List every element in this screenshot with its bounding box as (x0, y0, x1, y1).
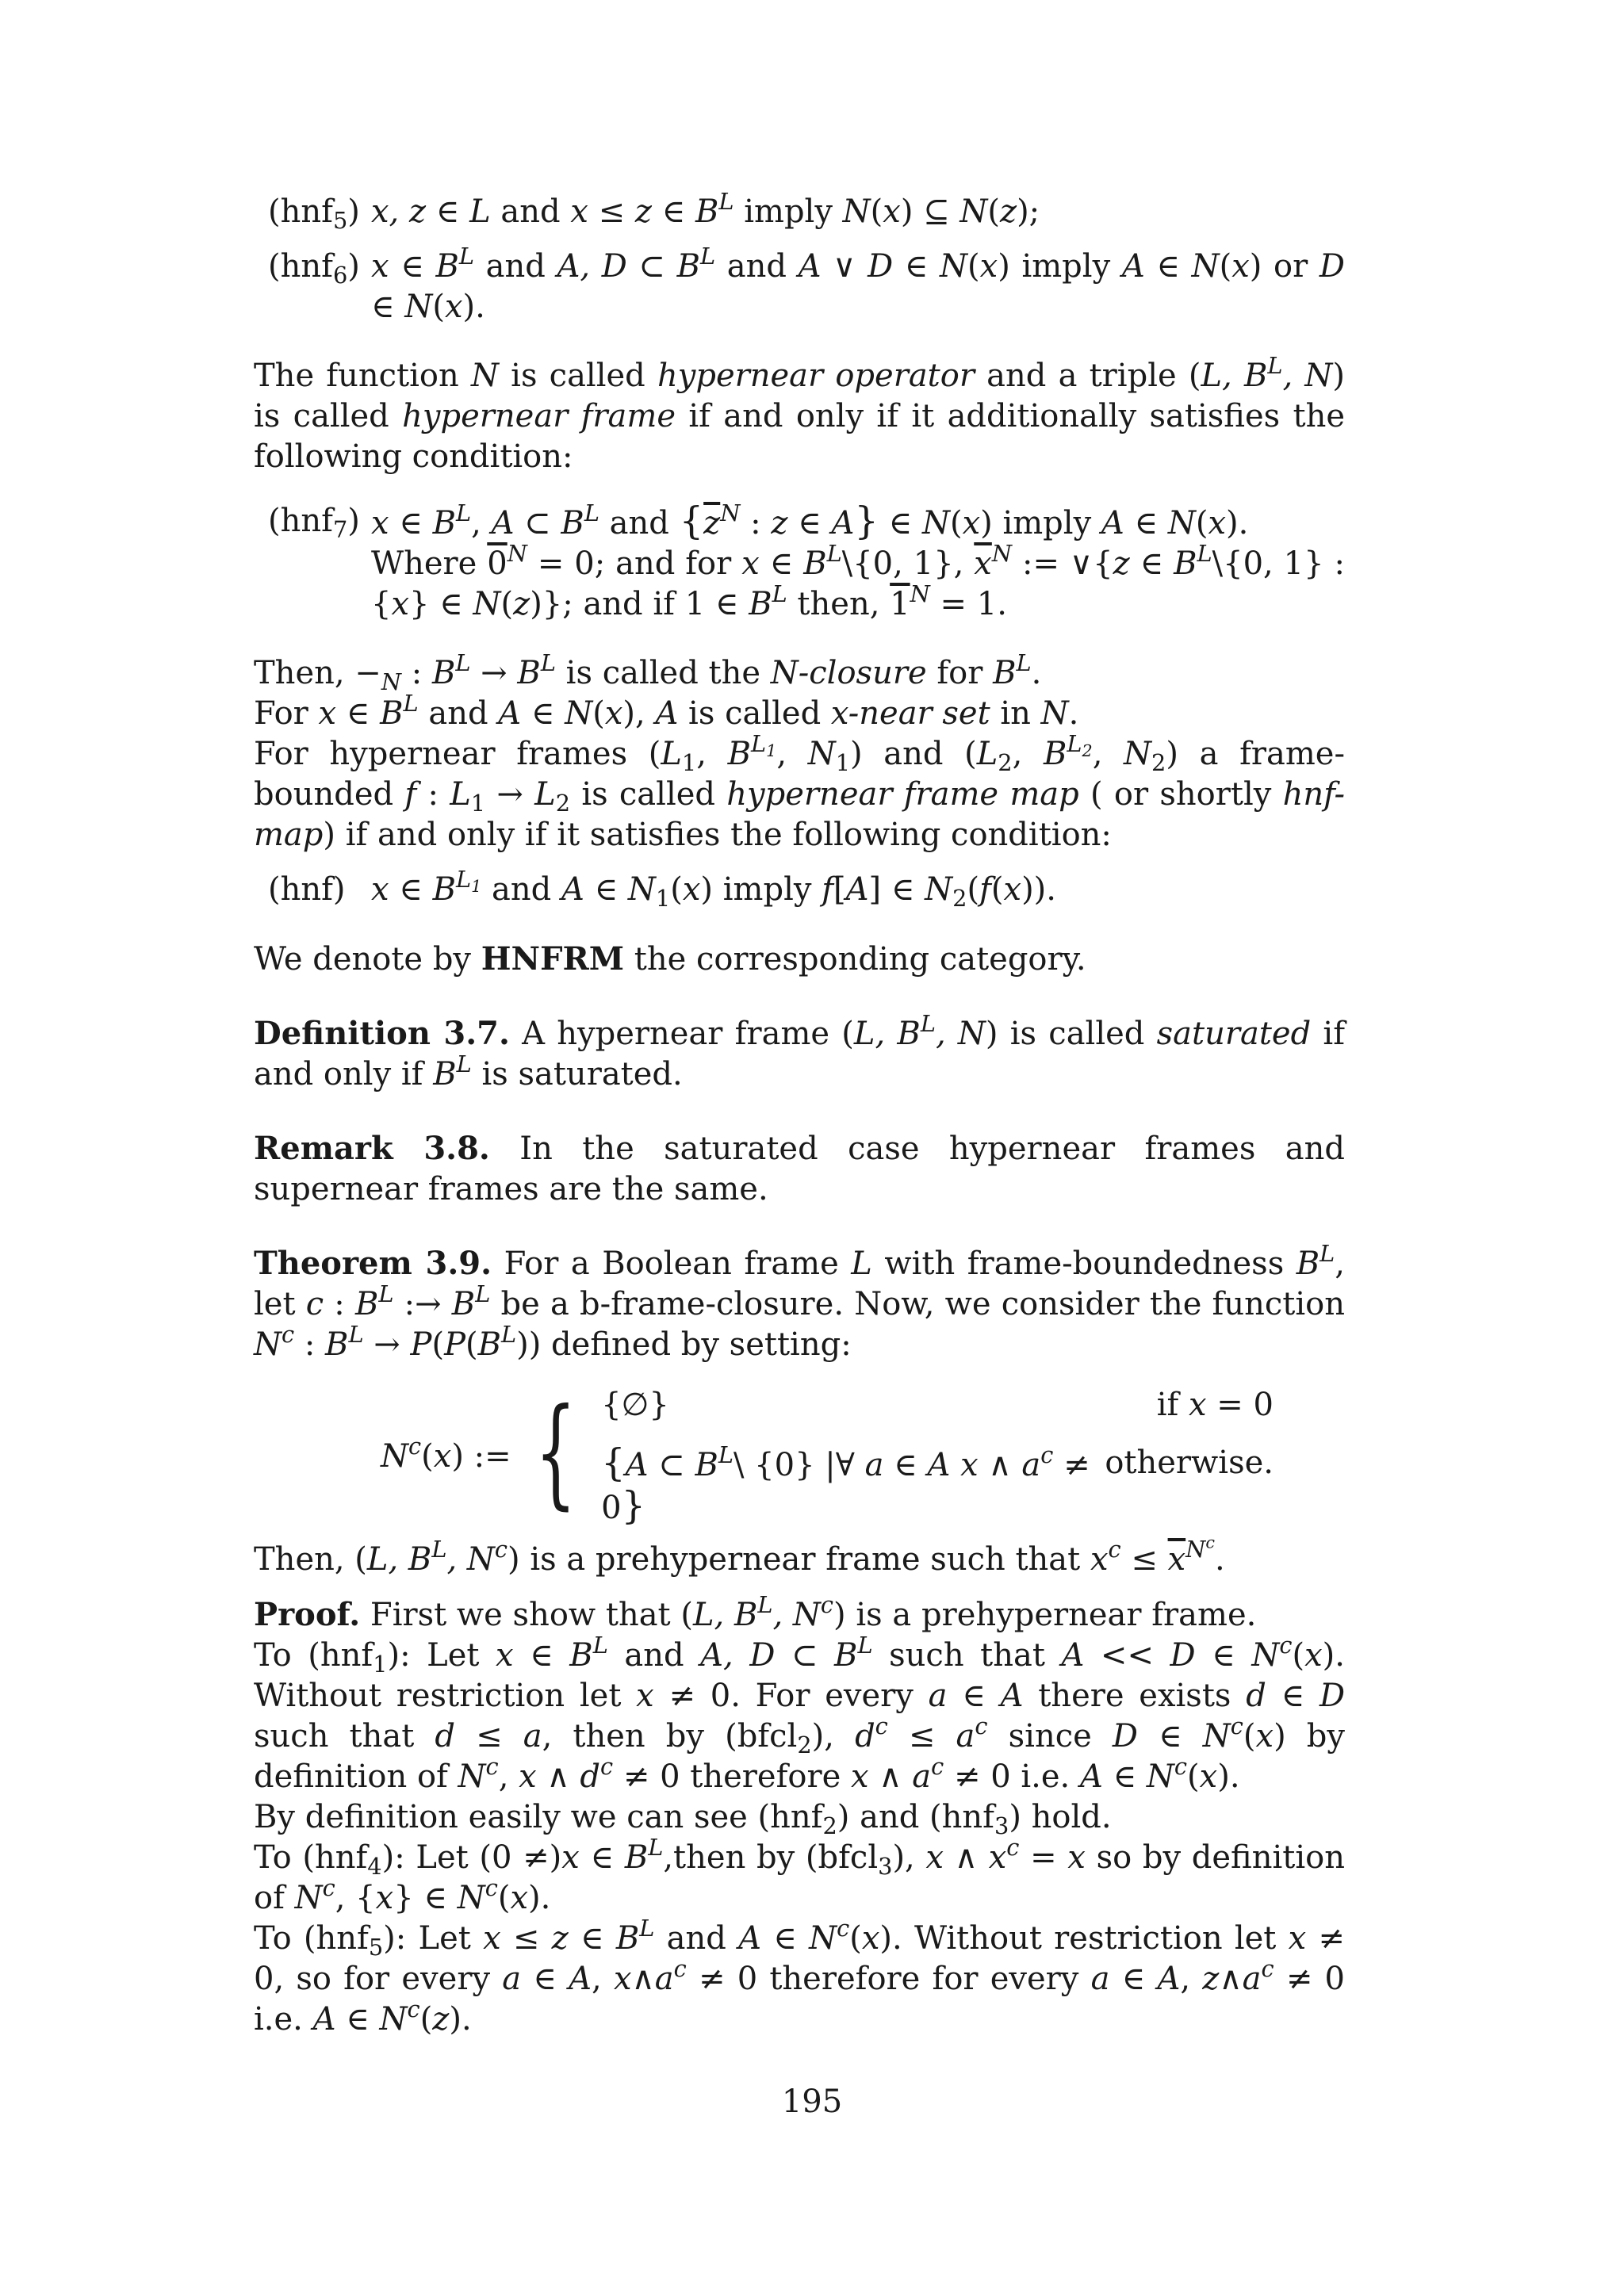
item-hnf7-text: x ∈ $B^L$, A ⊂ $B^L$ and {$\overline{z}^N$ : z ∈ A} ∈ N(x) imply A ∈ N(x). Where $0^N = 0$; and for x ∈ $B^L\backslash\{0$, 1}, $\overline{x}^N$ := ∨{z ∈ $B^L\backslash\{0$, 1} : {x} ∈ N(z)}; and if 1 ∈ $B^L$ then, $1^N = 1$. (371, 499, 1345, 622)
near-set-line: For x ∈ $B^L$ and A ∈ N(x), A is called x-near set in N. (254, 690, 1079, 732)
definition-3-7: Definition 3.7. A hypernear frame (L, $B^L$, N) is called saturated if and only if $B^L$ is saturated. (254, 1010, 1346, 1093)
case-2-expr: {A ⊂ $B^L\backslash$ {0} |∀ a ∈ A x ∧ $a^c \ne 0$} (601, 1440, 1090, 1528)
case-1-expr: {∅} (601, 1386, 669, 1423)
page-body (254, 188, 1346, 2040)
proof-hnf4: To (hnf$_4$): Let (0 ≠)x ∈ $B^L,then$ by (bfcl$_3$), x ∧ $x^c = x$ so by definition of $N^c$, {x} ∈ $N^c(x)$. (254, 1834, 1345, 1916)
theorem-conclusion: Then, (L, $B^L$, $N^c$) is a prehypernear frame such that $x^c \le \overline{x}^{N^c}$. (254, 1533, 1225, 1578)
category-line: We denote by HNFRM the corresponding category. (254, 940, 1086, 978)
remark-3-8: Remark 3.8. In the saturated case hypernear frames and supernear frames are the same. (254, 1130, 1345, 1207)
theorem-3-9: Theorem 3.9. For a Boolean frame L with frame-boundedness $B^L$, let c : $B^L$ :→ $B^L$ be a b-frame-closure. Now, we consider the function $N^c$ : $B^L \to P(P(B^L))$ defined by setting: (254, 1240, 1346, 1363)
remark-heading: Remark 3.8. (254, 1130, 490, 1167)
left-brace: { (534, 1383, 576, 1521)
item-hnf6 (268, 243, 1345, 327)
definition-heading: Definition 3.7. (254, 1015, 510, 1052)
hnf-map-paragraph: For hypernear frames ($L_1$, $B^{L_1}$, $N_1$) and ($L_2$, $B^{L_2}$, $N_2$) a frame-bounded f : $L_1 \to L_2$ is called hypernear frame map ( or shortly hnf-map) if and only if it satisfies the following condition: (254, 730, 1346, 853)
item-hnf (268, 866, 1345, 913)
theorem-heading: Theorem 3.9. (254, 1245, 492, 1282)
proof-hnf5: To (hnf$_5$): Let x ≤ z ∈ $B^L$ and A ∈ $N^c(x)$. Without restriction let x ≠ 0, so for every a ∈ A, $x\wedge a^c \ne 0$ therefore for every a ∈ A, $z\wedge a^c \ne 0$ i.e. A ∈ $N^c(z)$. (254, 1915, 1346, 2038)
case-2-cond: otherwise. (1105, 1444, 1274, 1481)
item-hnf-text: x ∈ $B^{L_1}$ and A ∈ $N_1(x)$ imply f[A] ∈ $N_2(f(x))$. (371, 866, 1057, 913)
hypernear-operator-paragraph: The function N is called hypernear operator and a triple (L, $B^L$, N) is called hypernear frame if and only if it additionally satisfies the following condition: (254, 352, 1346, 475)
n-closure-line: Then, $-_N$ : $B^L \to B^L$ is called the N-closure for $B^L$. (254, 649, 1042, 696)
case-row-1 (601, 1385, 1345, 1425)
cases (601, 1385, 1345, 1529)
case-row-2 (601, 1440, 1345, 1529)
case-1-cond: if x = 0 (1156, 1386, 1274, 1423)
item-hnf5-label: (hnf$_5$) (268, 193, 360, 235)
page-number: 195 (781, 2084, 843, 2120)
item-hnf7-label: (hnf$_7$) (268, 503, 360, 544)
proof-hnf1: To (hnf$_1$): Let x ∈ $B^L$ and A, D ⊂ $B^L$ such that A << D ∈ $N^c(x)$. Without restriction let x ≠ 0. For every a ∈ A there exists d ∈ D such that d ≤ a, then by (bfcl$_2$), $d^c \le a^c$ since D ∈ $N^c(x)$ by definition of $N^c$, x ∧ $d^c \ne 0$ therefore x ∧ $a^c \ne 0$ i.e. A ∈ $N^c(x)$. (254, 1632, 1346, 1795)
item-hnf-label: (hnf) (268, 871, 346, 908)
item-hnf5 (268, 188, 1345, 235)
item-hnf5-text: x, z ∈ L and x ≤ z ∈ $B^L$ imply N(x) ⊆ N(z); (371, 188, 1040, 230)
display-equation (254, 1383, 1345, 1528)
category-name: HNFRM (481, 940, 625, 978)
proof-hnf2-hnf3: By definition easily we can see (hnf$_2$) and (hnf$_3$) hold. (254, 1799, 1112, 1840)
item-hnf7 (268, 501, 1345, 625)
item-hnf6-label: (hnf$_6$) (268, 248, 360, 289)
proof-heading: Proof. (254, 1596, 361, 1633)
display-lhs: $N^c(x)$ := (381, 1432, 511, 1475)
proof-line-1: Proof. First we show that (L, $B^L$, $N^c$) is a prehypernear frame. (254, 1591, 1257, 1633)
item-hnf6-text: x ∈ $B^L$ and A, D ⊂ $B^L$ and A ∨ D ∈ N(x) imply A ∈ N(x) or D ∈ N(x). (371, 243, 1345, 325)
